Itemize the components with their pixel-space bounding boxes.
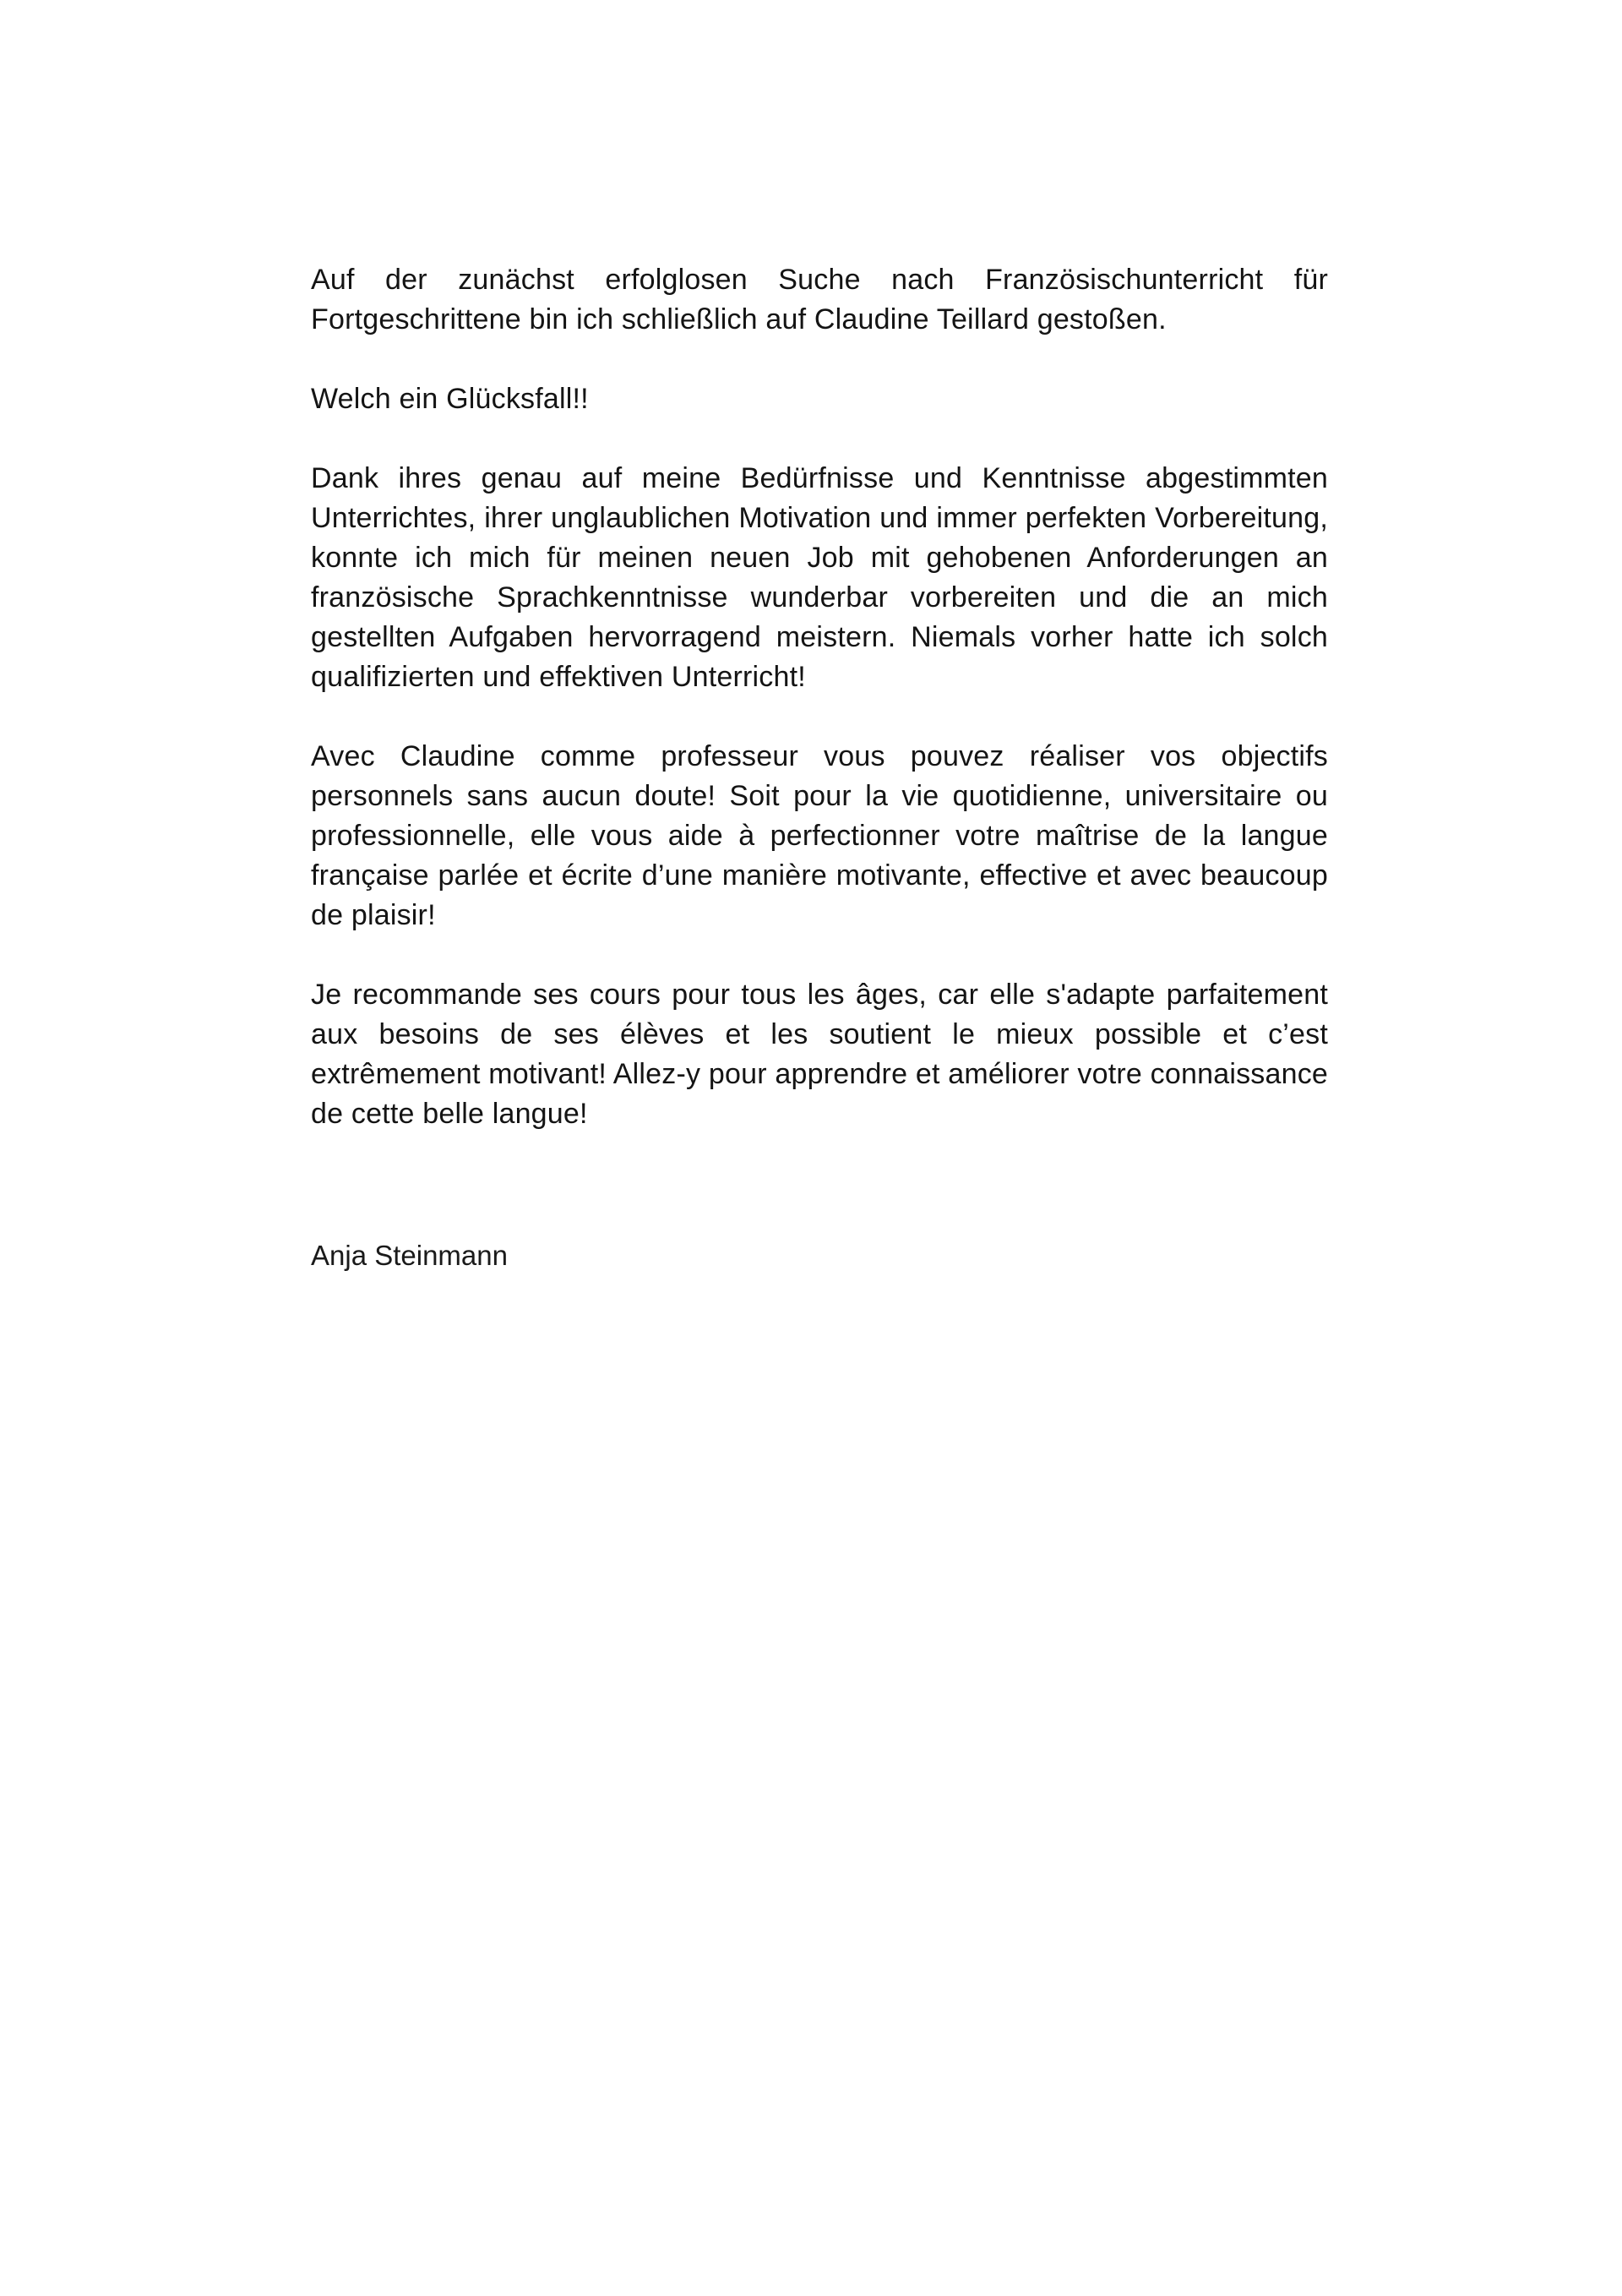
testimonial-paragraph-1: Auf der zunächst erfolglosen Suche nach Französischunterricht für Fortgeschrittene bin ich schließlich auf Claudine Teillard gestoßen. (311, 264, 1328, 335)
testimonial-text-block (311, 260, 1328, 1274)
testimonial-paragraph-2: Welch ein Glücksfall!! (311, 383, 589, 415)
testimonial-paragraph-4: Avec Claudine comme professeur vous pouvez réaliser vos objectifs personnels sans aucun doute! Soit pour la vie quotidienne, universitaire ou professionnelle, elle vous aide à perfectionner votre maîtrise de la langue française parlée et écrite d’une manière motivante, effective et avec beaucoup de plaisir! (311, 740, 1328, 931)
testimonial-paragraph-5: Je recommande ses cours pour tous les âges, car elle s'adapte parfaitement aux besoins de ses élèves et les soutient le mieux possible et c’est extrêmement motivant! Allez-y pour apprendre et améliorer votre connaissance de cette belle langue! (311, 979, 1328, 1130)
testimonial-paragraph-3: Dank ihres genau auf meine Bedürfnisse und Kenntnisse abgestimmten Unterrichtes, ihrer unglaublichen Motivation und immer perfekten Vorbereitung, konnte ich mich für meinen neuen Job mit gehobenen Anforderungen an französische Sprachkenntnisse wunderbar vorbereiten und die an mich gestellten Aufgaben hervorragend meistern. Niemals vorher hatte ich solch qualifizierten und effektiven Unterricht! (311, 462, 1328, 693)
signature-name: Anja Steinmann (311, 1240, 508, 1271)
